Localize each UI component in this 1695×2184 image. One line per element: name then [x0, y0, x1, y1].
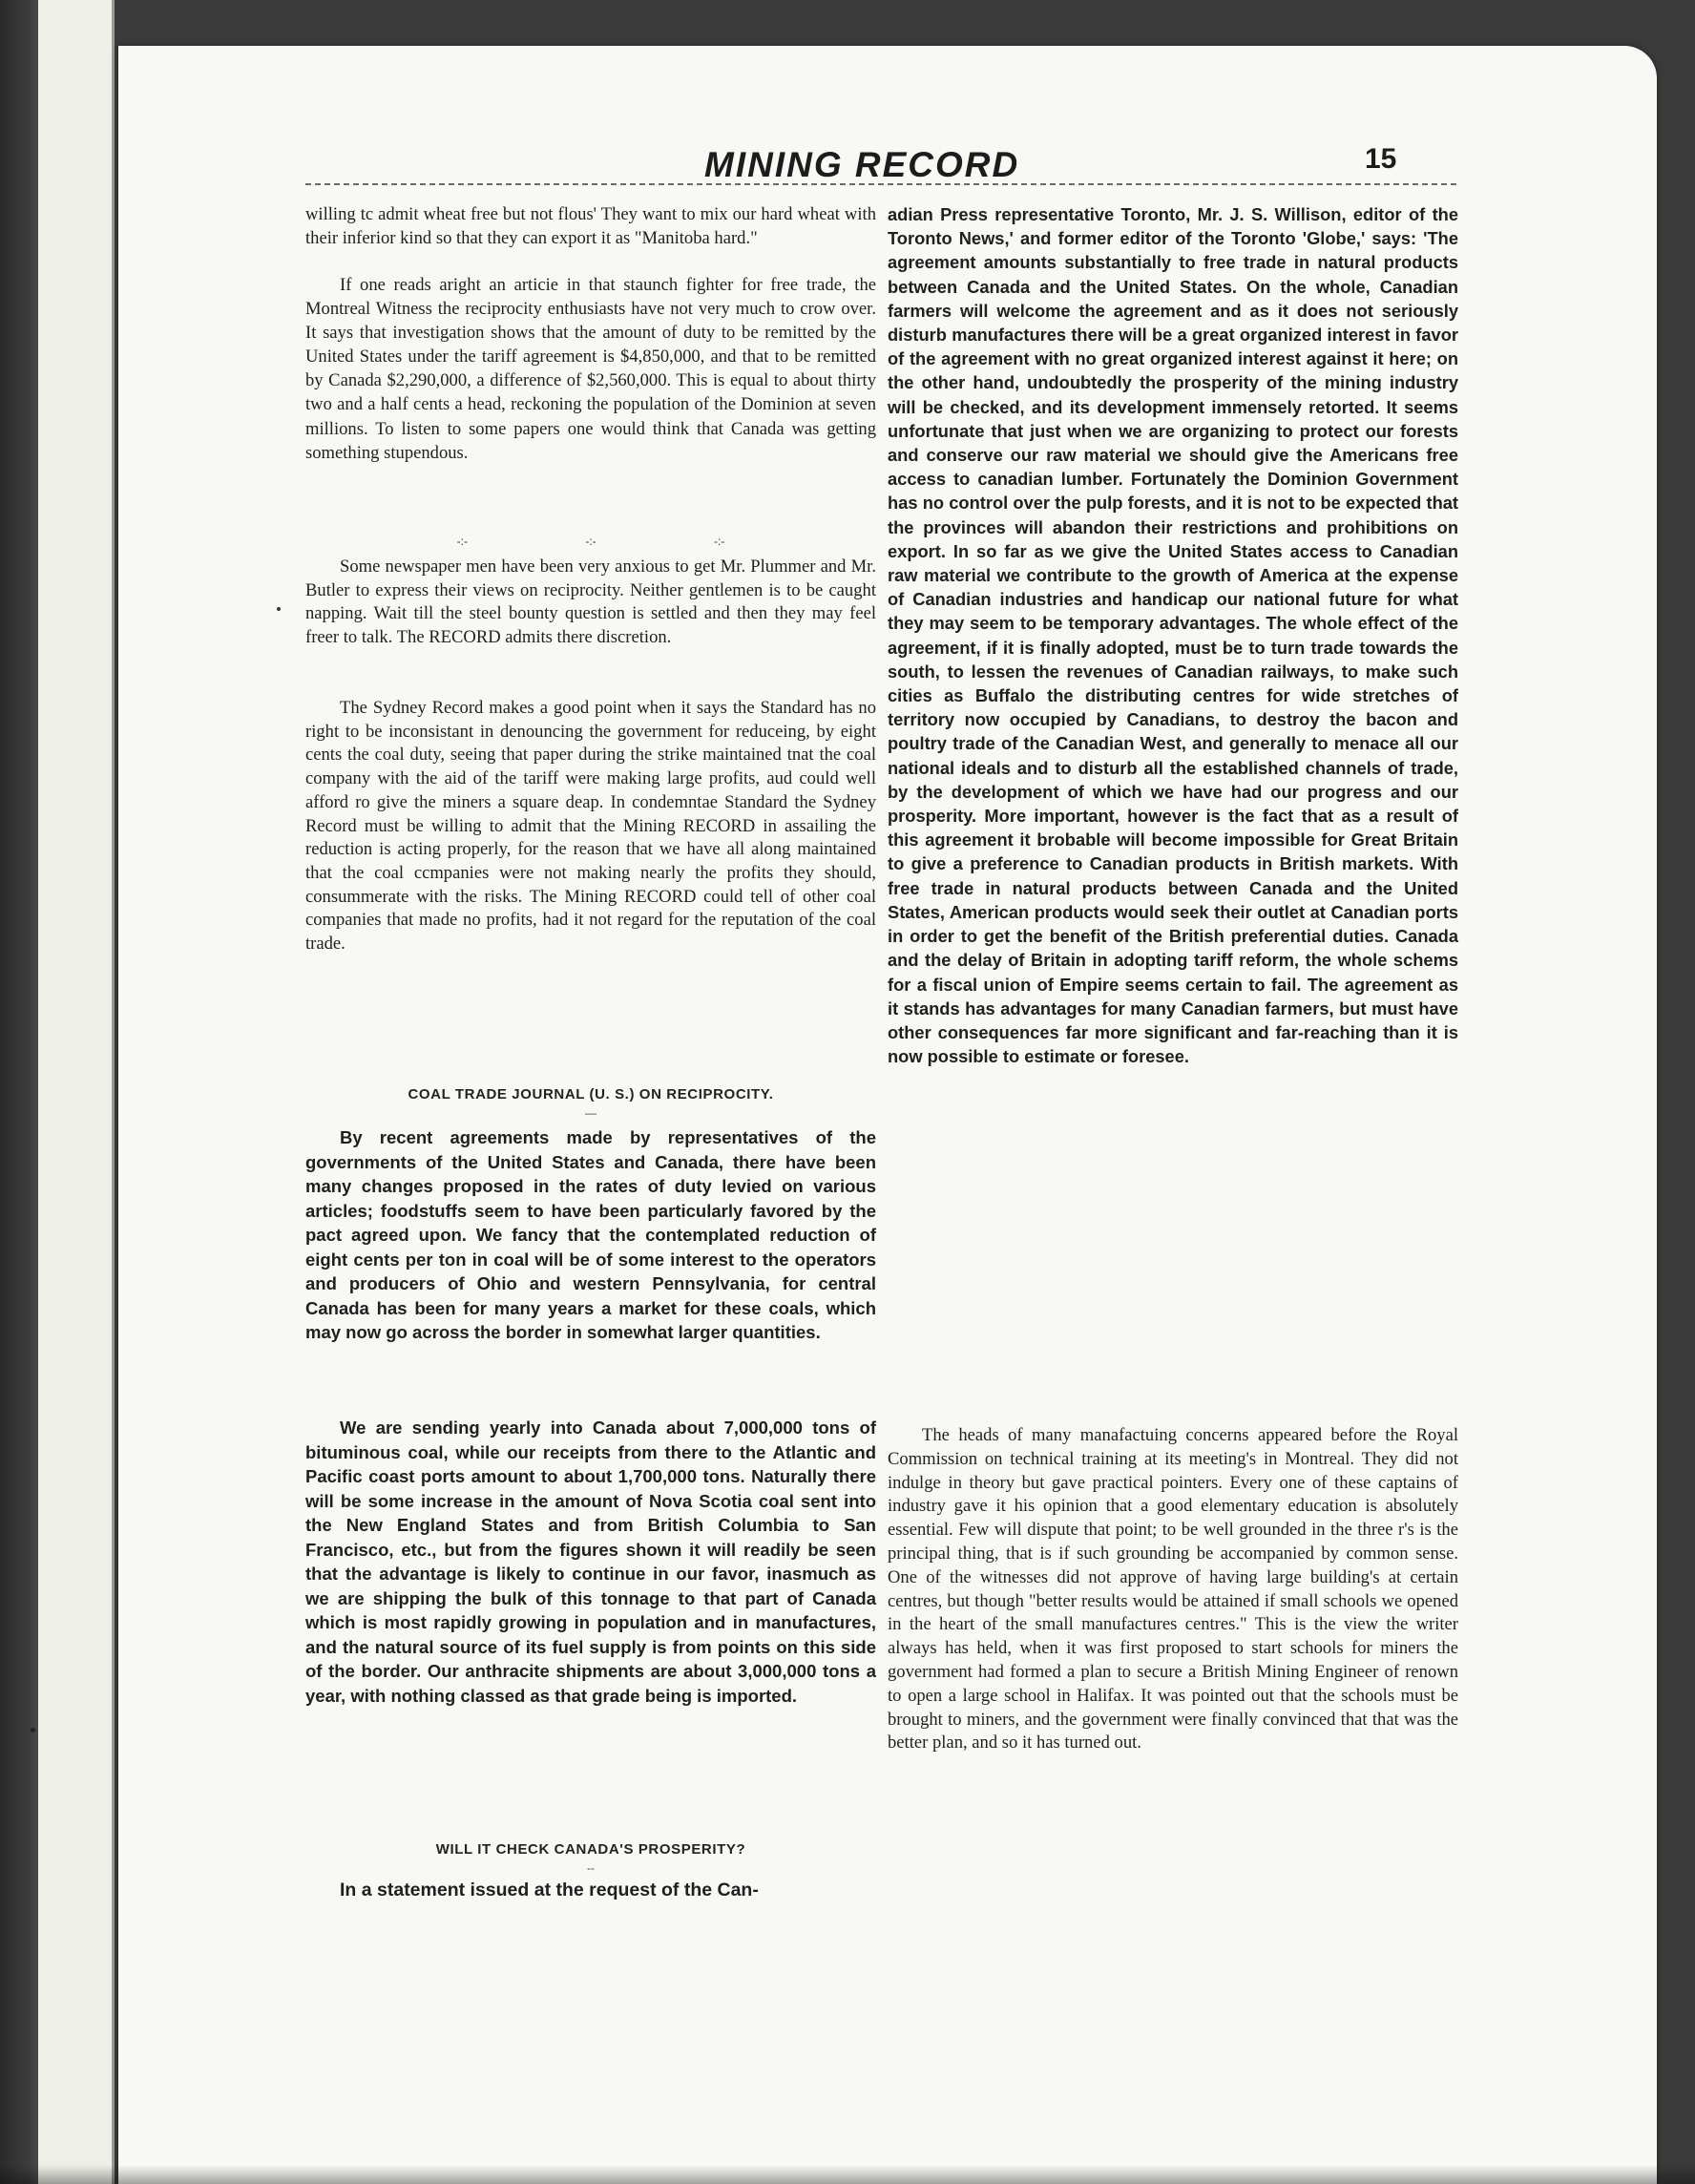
heading-rule: --	[587, 1861, 595, 1875]
facing-page-edge	[38, 0, 115, 2184]
page-number: 15	[1365, 143, 1397, 175]
header-rule	[305, 183, 1456, 185]
scan-bottom-shadow	[0, 2165, 1695, 2184]
scan-speck	[277, 607, 281, 611]
scan-speck	[31, 1728, 35, 1732]
heading-rule: —	[585, 1106, 596, 1120]
paragraph-royal-commission: The heads of many manafactuing concerns appeared before the Royal Commission on technical training at its meeting's in Montreal. They did not indulge in theory but gave practical pointers. Every one of these captains of industry gave it his opinion that a good elementary education is absolutely essential. Few will dispute that point; to be well grounded in the three r's is the principal thing, that is if such grounding be accompanied by common sense. One of the witnesses did not approve of having large building's at certain centres, but though "better results would be attained if small schools we opened in the heart of the small manufactures centres." This is the view the writer always has held, when it was first proposed to start schools for miners the government had formed a plan to secure a British Mining Engineer of renown to open a large school in Halifax. It was pointed out that the schools must be brought to miners, and the government were finally convinced that that was the better plan, and so it has turned out.	[888, 1425, 1458, 1754]
section-separator: -:- -:- -:-	[456, 535, 725, 548]
paragraph-recent-agreements: By recent agreements made by representatives of the governments of the United States and Canada, there have been many changes proposed in the rates of duty levied on various articles; foodstuffs seem to have been particularly favored by the pact agreed upon. We fancy that the contemplated reduction of eight cents per ton in coal will be of some interest to the operators and producers of Ohio and western Pennsylvania, for central Canada has been for many years a market for these coals, which may now go across the border in somewhat larger quantities.	[305, 1127, 876, 1342]
heading-canada-prosperity: WILL IT CHECK CANADA'S PROSPERITY?	[435, 1841, 746, 1858]
paragraph-sending-yearly: We are sending yearly into Canada about 7,000,000 tons of bituminous coal, while our receipts from there to the Atlantic and Pacific coast ports amount to about 1,700,000 tons. Naturally there will be some increase in the amount of Nova Scotia coal sent into the New England States and from British Columbia to San Francisco, etc., but from the figures shown it will readily be seen that the advantage is likely to continue in our favor, inasmuch as we are shipping the bulk of this tonnage to that part of Canada which is most rapidly growing in population and in manufactures, and the natural source of its fuel supply is from points on this side of the border. Our anthracite shipments are about 3,000,000 tons a year, with nothing classed as that grade being is imported.	[305, 1418, 876, 1706]
right-column	[888, 202, 1458, 1755]
heading-coal-trade-journal: COAL TRADE JOURNAL (U. S.) ON RECIPROCITY.	[408, 1086, 774, 1102]
paragraph-newspaper-men: Some newspaper men have been very anxious to get Mr. Plummer and Mr. Butler to express their views on reciprocity. Neither gentlemen is to be caught napping. Wait till the steel bounty question is settled and then they may feel freer to talk. The RECORD admits there discretion.	[305, 556, 876, 648]
left-column	[305, 202, 876, 1903]
paragraph-witness: If one reads aright an articie in that staunch fighter for free trade, the Montreal Witness the reciprocity enthusiasts have not very much to crow over. It says that investigation shows that the amount of duty to be remitted by the United States under the tariff agreement is $4,850,000, and that to be remitted by Canada $2,290,000, a difference of $2,560,000. This is equal to about thirty two and a half cents a head, reckoning the population of the Dominion at seven millions. To listen to some papers one would think that Canada was getting something stupendous.	[305, 275, 876, 463]
running-head-title: MINING RECORD	[704, 145, 1020, 184]
paragraph-wheat: willing tc admit wheat free but not flous' They want to mix our hard wheat with their inferior kind so that they can export it as "Manitoba hard."	[305, 204, 876, 249]
paragraph-sydney-record: The Sydney Record makes a good point when it says the Standard has no right to be inconsistant in denouncing the government for reduceing, by eight cents the coal duty, seeing that paper during the strike maintained tnat the coal company with the aid of the tariff were making large profits, aud could well afford ro give the miners a square deap. In condemntae Standard the Sydney Record must be willing to admit that the Mining RECORD in assailing the reduction is acting properly, for the reason that we have all along maintained that the coal ccmpanies were not making nearly the profits they should, consummerate with the risks. The Mining RECORD could tell of other coal companies that made no profits, had it not regard for the reputation of the coal trade.	[305, 698, 876, 955]
paragraph-willison-statement: adian Press representative Toronto, Mr. J. S. Willison, editor of the Toronto News,' and former editor of the Toronto 'Globe,' says: 'The agreement amounts substantially to free trade in natural products between Canada and the United States. On the whole, Canadian farmers will welcome the agreement and as it does not seriously disturb manufactures there will be a great organized interest in favor of the agreement with no great organized interest against it here; on the other hand, undoubtedly the prosperity of the mining industry will be checked, and its development immensely retorted. It seems unfortunate that just when we are organizing to protect our forests and conserve our raw material we should give the Americans free access to canadian lumber. Fortunately the Dominion Government has no control over the pulp forests, and it is not to be expected that the provinces will abandon their restrictions and prohibitions on export. In so far as we give the United States access to Canadian raw material we contribute to the growth of America at the expense of Canadian industries and handicap our national future for what they may seem to be temporary advantages. The whole effect of the agreement, if it is finally adopted, must be to turn trade towards the south, to lessen the revenues of Canadian railways, to make such cities as Buffalo the distributing centres for wide stretches of territory now occupied by Canadians, to destroy the bacon and poultry trade of the Canadian West, and generally to menace all our national ideals and to disturb all the established channels of trade, by the development of which we have had our progress and our prosperity. More important, however is the fact that as a result of this agreement it brobable will become impossible for Great Britain to give a preference to Canadian products in British markets. With free trade in natural products between Canada and the United States, American products would seek their outlet at Canadian ports in order to get the benefit of the British preferential duties. Canada and the delay of Britain in adopting tariff reform, the whole schems for a fiscal union of Empire seems certain to fail. The agreement as it stands has advantages for many Canadian farmers, but must have other consequences far more significant and far-reaching than it is now possible to estimate or foresee.	[888, 204, 1458, 1067]
paragraph-statement: In a statement issued at the request of the Can-	[340, 1880, 759, 1900]
